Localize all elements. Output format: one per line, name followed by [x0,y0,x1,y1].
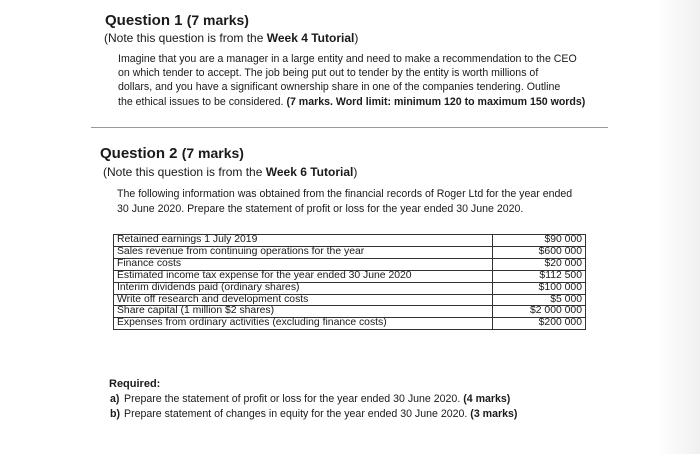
financial-records-table [113,234,586,330]
question-2-heading: Question 2 [100,145,178,162]
question-1-note-suffix: ) [354,31,359,45]
question-1-heading: Question 1 [105,12,183,29]
question-1-note-week: Week 4 Tutorial [266,31,355,45]
table-cell-amount: $112 500 [493,270,586,282]
required-item-text: Prepare statement of changes in equity for the year ended 30 June 2020. [124,408,471,420]
table-row [114,270,586,282]
table-cell-label: Estimated income tax expense for the year ended 30 June 2020 [114,270,493,282]
table-row [114,294,586,306]
table-row [114,306,586,318]
table-cell-amount: $2 000 000 [493,306,586,318]
required-item-marks: (4 marks) [463,393,511,405]
question-2-line: The following information was obtained from the financial records of Roger Ltd for the year ended [117,188,573,200]
question-2-note-suffix: ) [353,165,358,179]
question-1-line: on which tender to accept. The job being put out to tender by the entity is worth millions of [118,67,539,80]
table-row [114,318,586,330]
section-divider [91,127,608,128]
table-row [114,258,586,270]
required-item-b [110,408,517,420]
question-2-note [103,165,357,179]
table-row [114,235,586,247]
table-cell-amount: $20 000 [493,258,586,270]
question-1-line: dollars, and you have a significant ownership share in one of the companies tendering. Outline [118,81,561,94]
question-2-paragraph [117,187,612,217]
table-cell-amount: $200 000 [493,318,586,330]
required-item-label: b) [110,408,120,420]
table-cell-label: Retained earnings 1 July 2019 [114,235,493,247]
question-1-note [104,31,358,45]
question-1-paragraph [118,52,608,109]
question-1-line: Imagine that you are a manager in a large entity and need to make a recommendation to the CEO [118,53,577,65]
question-1-word-limit: (7 marks. Word limit: minimum 120 to maximum 150 words) [286,95,586,108]
required-item-label: a) [110,393,120,405]
question-2-marks: (7 marks) [181,145,244,161]
question-2-title [100,145,244,162]
required-heading: Required: [109,378,161,390]
question-1-marks: (7 marks) [186,12,249,28]
table-cell-label: Interim dividends paid (ordinary shares) [114,282,493,294]
required-item-a [110,393,510,405]
question-2-note-prefix: (Note this question is from the [103,165,266,179]
required-item-marks: (3 marks) [470,408,518,420]
table-cell-amount: $5 000 [493,294,586,306]
question-1-last-line-plain: the ethical issues to be considered. [118,95,287,108]
table-cell-label: Share capital (1 million $2 shares) [114,306,493,318]
question-1-note-prefix: (Note this question is from the [104,31,267,45]
question-2-line: 30 June 2020. Prepare the statement of profit or loss for the year ended 30 June 2020. [117,203,524,215]
table-cell-label: Expenses from ordinary activities (excluding finance costs) [114,318,493,330]
question-1-title [105,12,249,29]
table-cell-label: Write off research and development costs [114,294,493,306]
table-cell-label: Sales revenue from continuing operations for the year [114,246,493,258]
table-row [114,246,586,258]
table-cell-label: Finance costs [114,258,493,270]
table-cell-amount: $600 000 [493,246,586,258]
page-edge-shadow [656,0,700,454]
table-cell-amount: $100 000 [493,282,586,294]
question-1-line [118,95,608,109]
table-row [114,282,586,294]
question-2-note-week: Week 6 Tutorial [265,165,354,179]
required-item-text: Prepare the statement of profit or loss for the year ended 30 June 2020. [124,393,464,405]
table-cell-amount: $90 000 [493,235,586,247]
